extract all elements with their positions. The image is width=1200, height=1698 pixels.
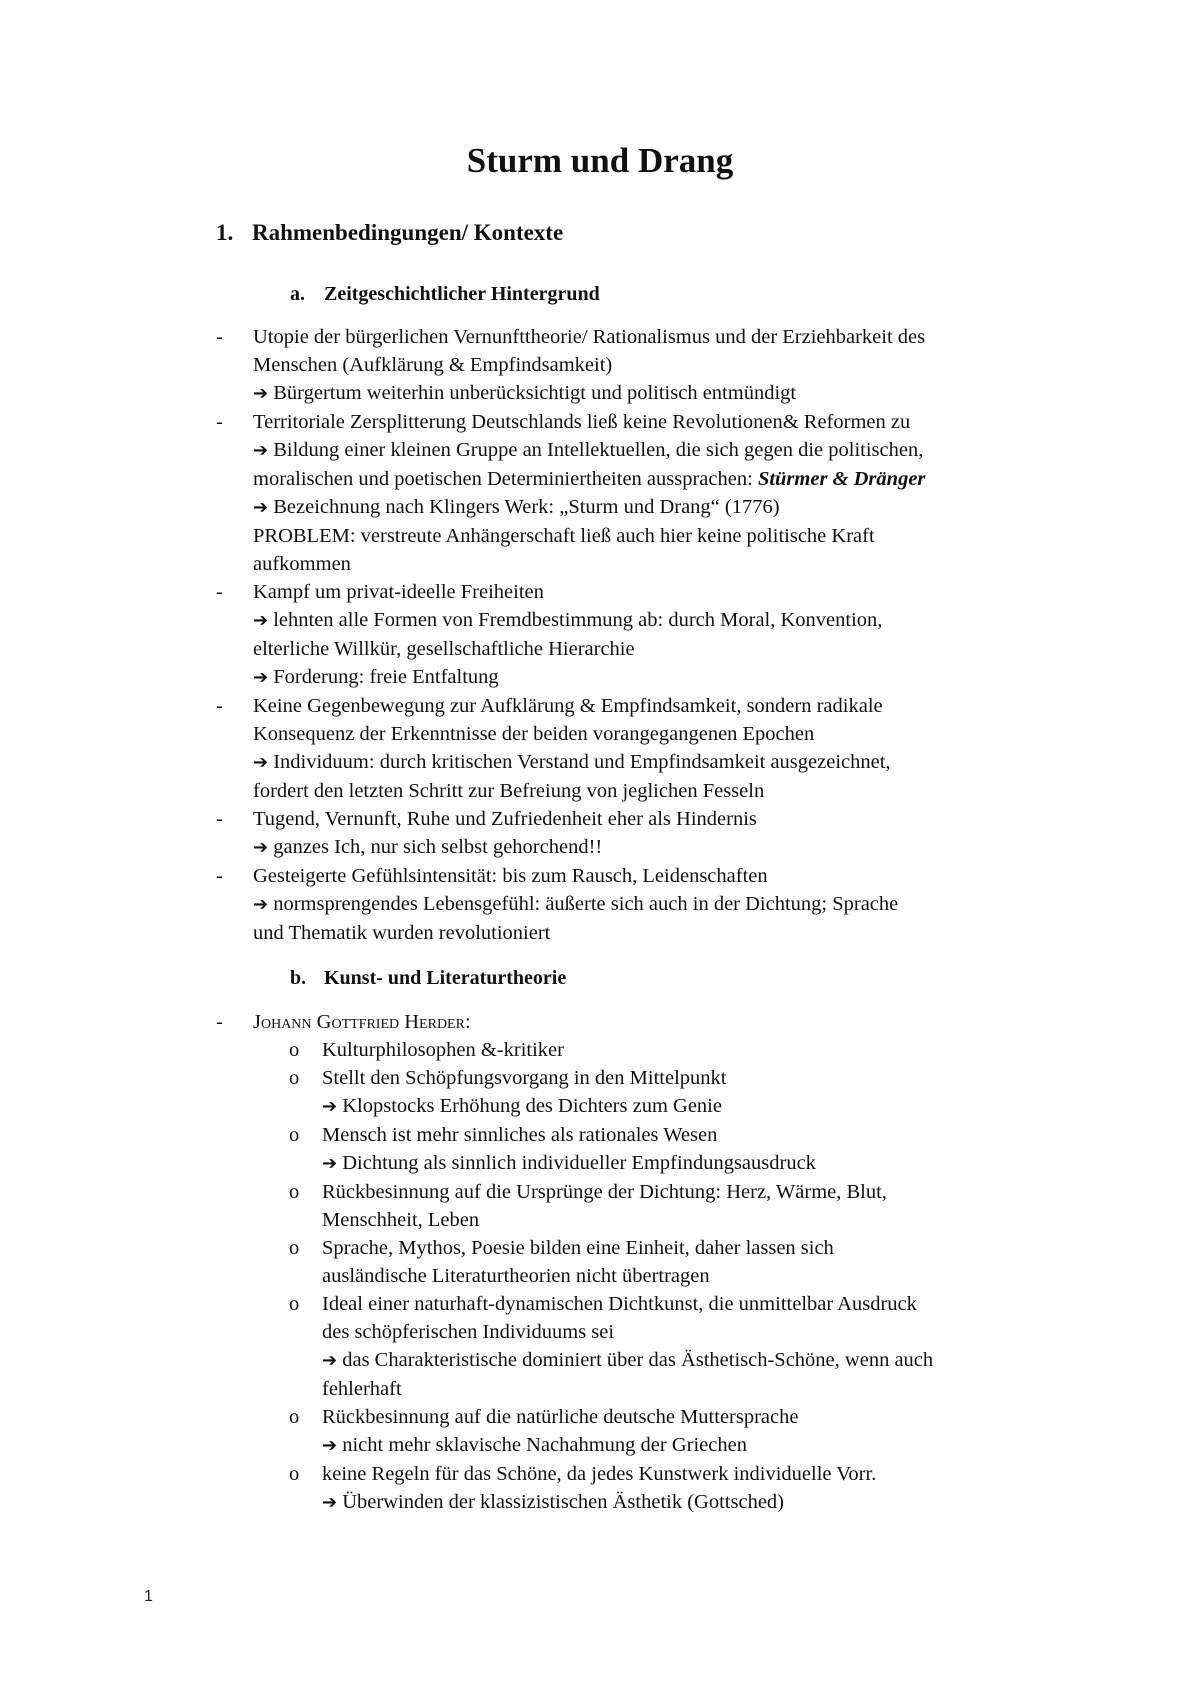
item-line: ausländische Literaturtheorien nicht übertragen — [322, 1265, 710, 1287]
section-b-list — [216, 1008, 1096, 1517]
arrow-line-text: Überwinden der klassizistischen Ästhetik (Gottsched) — [342, 1491, 784, 1513]
arrow-line — [253, 833, 1096, 862]
arrow-line-text: Klopstocks Erhöhung des Dichters zum Genie — [342, 1095, 722, 1117]
item-line — [253, 465, 1096, 493]
item-line: PROBLEM: verstreute Anhängerschaft ließ auch hier keine politische Kraft — [253, 525, 875, 547]
item-line: Kampf um privat-ideelle Freiheiten — [253, 581, 544, 603]
arrow-line-text: das Charakteristische dominiert über das Ästhetisch-Schöne, wenn auch — [342, 1349, 934, 1371]
item-line: Rückbesinnung auf die natürliche deutsche Muttersprache — [322, 1406, 799, 1428]
item-line: fehlerhaft — [322, 1378, 402, 1400]
arrow-line-text: lehnten alle Formen von Fremdbestimmung ab: durch Moral, Konvention, — [273, 609, 883, 631]
subsection-heading-b — [290, 964, 566, 992]
arrow-icon: ➔ — [322, 1435, 338, 1456]
subsection-heading-a — [290, 280, 600, 308]
arrow-line — [322, 1488, 1096, 1517]
arrow-icon: ➔ — [253, 667, 269, 688]
item-line: des schöpferischen Individuums sei — [322, 1321, 615, 1343]
item-line: Konsequenz der Erkenntnisse der beiden vorangegangenen Epochen — [253, 723, 815, 745]
item-line: und Thematik wurden revolutioniert — [253, 922, 551, 944]
arrow-icon: ➔ — [322, 1153, 338, 1174]
arrow-line-text: Dichtung als sinnlich individueller Empfindungsausdruck — [342, 1152, 816, 1174]
item-line: keine Regeln für das Schöne, da jedes Kunstwerk individuelle Vorr. — [322, 1463, 877, 1485]
arrow-icon: ➔ — [253, 440, 269, 461]
item-line: aufkommen — [253, 553, 351, 575]
arrow-line-text: normsprengendes Lebensgefühl: äußerte sich auch in der Dichtung; Sprache — [273, 893, 899, 915]
page-number: 1 — [144, 1588, 153, 1605]
item-line: Keine Gegenbewegung zur Aufklärung & Empfindsamkeit, sondern radikale — [253, 695, 883, 717]
arrow-line-text: ganzes Ich, nur sich selbst gehorchend!! — [273, 836, 603, 858]
arrow-line — [322, 1092, 1096, 1121]
item-line-text: moralischen und poetischen Determiniertheiten aussprachen: — [253, 468, 758, 490]
circle-bullet: o — [289, 1406, 300, 1428]
arrow-line-text: Bürgertum weiterhin unberücksichtigt und politisch entmündigt — [273, 382, 797, 404]
arrow-icon: ➔ — [253, 383, 269, 404]
dash-bullet: - — [216, 695, 223, 717]
sub-list-item — [216, 1460, 1096, 1517]
dash-bullet: - — [216, 581, 223, 603]
arrow-icon: ➔ — [322, 1096, 338, 1117]
item-line: Tugend, Vernunft, Ruhe und Zufriedenheit eher als Hindernis — [253, 808, 757, 830]
list-item — [216, 692, 1096, 805]
arrow-line-text: Bildung einer kleinen Gruppe an Intellektuellen, die sich gegen die politischen, — [273, 439, 924, 461]
arrow-line-text: Forderung: freie Entfaltung — [273, 666, 499, 688]
circle-bullet: o — [289, 1124, 300, 1146]
arrow-icon: ➔ — [253, 752, 269, 773]
arrow-line — [253, 890, 1096, 919]
sub-list-item — [216, 1234, 1096, 1290]
arrow-line — [253, 436, 1096, 465]
item-line: Ideal einer naturhaft-dynamischen Dichtkunst, die unmittelbar Ausdruck — [322, 1293, 917, 1315]
list-item — [216, 1008, 1096, 1036]
circle-bullet: o — [289, 1463, 300, 1485]
arrow-line — [253, 606, 1096, 635]
item-line: Gesteigerte Gefühlsintensität: bis zum Rausch, Leidenschaften — [253, 865, 768, 887]
circle-bullet: o — [289, 1039, 300, 1061]
author-name: Johann Gottfried Herder: — [253, 1011, 471, 1033]
page-title: Sturm und Drang — [466, 141, 734, 180]
circle-bullet: o — [289, 1293, 300, 1315]
section-a-list — [216, 323, 1096, 947]
sub-list-item — [216, 1064, 1096, 1121]
subsection-heading-text: Kunst- und Literaturtheorie — [324, 967, 567, 989]
section-heading-text: Rahmenbedingungen/ Kontexte — [252, 220, 564, 245]
list-item — [216, 862, 1096, 947]
sub-list-item — [216, 1121, 1096, 1178]
arrow-line-text: Individuum: durch kritischen Verstand und Empfindsamkeit ausgezeichnet, — [273, 751, 891, 773]
arrow-line — [253, 493, 1096, 522]
subsection-letter: a. — [290, 283, 305, 305]
dash-bullet: - — [216, 1011, 223, 1033]
arrow-line — [253, 748, 1096, 777]
subsection-letter: b. — [290, 967, 307, 989]
sub-list-item — [216, 1036, 1096, 1064]
dash-bullet: - — [216, 411, 223, 433]
item-line: Mensch ist mehr sinnliches als rationales Wesen — [322, 1124, 718, 1146]
item-line: Rückbesinnung auf die Ursprünge der Dichtung: Herz, Wärme, Blut, — [322, 1181, 887, 1203]
circle-bullet: o — [289, 1181, 300, 1203]
list-item — [216, 323, 1096, 408]
item-line: Menschheit, Leben — [322, 1209, 480, 1231]
sub-list-item — [216, 1178, 1096, 1234]
arrow-line — [322, 1346, 1096, 1375]
dash-bullet: - — [216, 326, 223, 348]
list-item — [216, 578, 1096, 692]
section-heading-1 — [216, 218, 563, 248]
arrow-icon: ➔ — [322, 1350, 338, 1371]
item-line: Utopie der bürgerlichen Vernunfttheorie/ Rationalismus und der Erziehbarkeit des — [253, 326, 926, 348]
item-line: Stellt den Schöpfungsvorgang in den Mittelpunkt — [322, 1067, 727, 1089]
sub-list-item — [216, 1403, 1096, 1460]
arrow-line — [322, 1431, 1096, 1460]
arrow-line — [253, 379, 1096, 408]
section-number: 1. — [216, 220, 234, 245]
circle-bullet: o — [289, 1237, 300, 1259]
sub-list-item — [216, 1290, 1096, 1403]
arrow-icon: ➔ — [253, 837, 269, 858]
arrow-icon: ➔ — [253, 497, 269, 518]
arrow-icon: ➔ — [253, 610, 269, 631]
arrow-icon: ➔ — [322, 1492, 338, 1513]
emphasis-text: Stürmer & Dränger — [757, 468, 926, 490]
item-line: elterliche Willkür, gesellschaftliche Hierarchie — [253, 638, 635, 660]
item-line: Sprache, Mythos, Poesie bilden eine Einheit, daher lassen sich — [322, 1237, 834, 1259]
list-item — [216, 805, 1096, 862]
item-line: Menschen (Aufklärung & Empfindsamkeit) — [253, 354, 613, 376]
list-item — [216, 408, 1096, 578]
arrow-line-text: nicht mehr sklavische Nachahmung der Griechen — [342, 1434, 747, 1456]
item-line: Territoriale Zersplitterung Deutschlands ließ keine Revolutionen& Reformen zu — [253, 411, 911, 433]
arrow-line — [253, 663, 1096, 692]
subsection-heading-text: Zeitgeschichtlicher Hintergrund — [324, 283, 600, 305]
circle-bullet: o — [289, 1067, 300, 1089]
item-line: fordert den letzten Schritt zur Befreiung von jeglichen Fesseln — [253, 780, 765, 802]
arrow-icon: ➔ — [253, 894, 269, 915]
arrow-line-text: Bezeichnung nach Klingers Werk: „Sturm und Drang“ (1776) — [273, 496, 780, 518]
dash-bullet: - — [216, 865, 223, 887]
arrow-line — [322, 1149, 1096, 1178]
dash-bullet: - — [216, 808, 223, 830]
item-line: Kulturphilosophen &-kritiker — [322, 1039, 564, 1061]
